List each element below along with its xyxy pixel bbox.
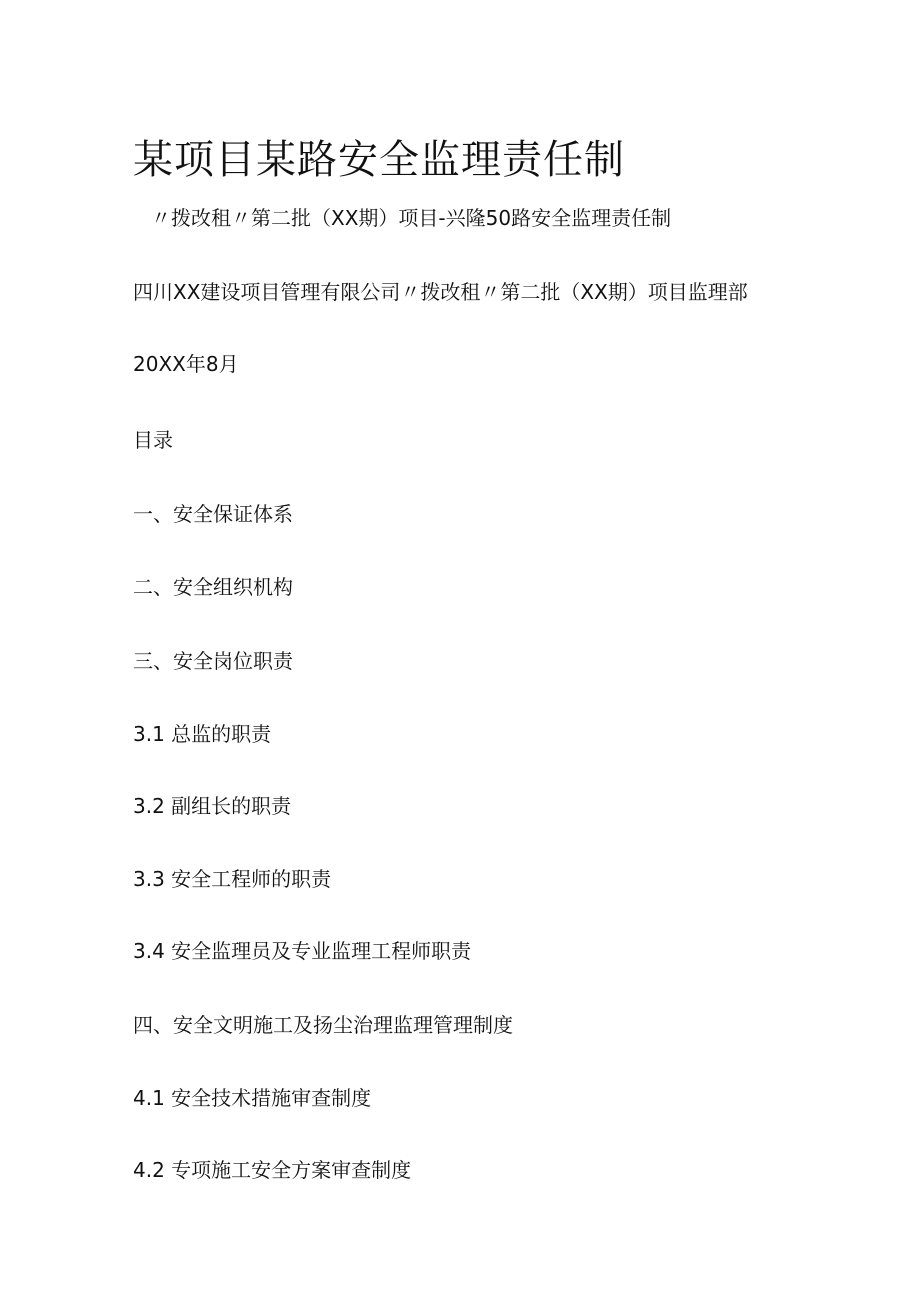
toc-item: 三、安全岗位职责 (133, 649, 293, 673)
toc-item: 3.1 总监的职责 (133, 722, 272, 746)
toc-item: 4.1 安全技术措施审查制度 (133, 1086, 372, 1110)
toc-item: 一、安全保证体系 (133, 502, 293, 526)
toc-item: 4.2 专项施工安全方案审查制度 (133, 1158, 412, 1182)
toc-item: 二、安全组织机构 (133, 575, 293, 599)
toc-heading: 目录 (133, 428, 173, 452)
document-title: 某项目某路安全监理责任制 (133, 137, 625, 183)
document-subtitle: 〃拨改租〃第二批（XX期）项目-兴隆50路安全监理责任制 (151, 206, 672, 230)
company-line: 四川XX建设项目管理有限公司〃拨改租〃第二批（XX期）项目监理部 (133, 280, 748, 304)
toc-item: 3.4 安全监理员及专业监理工程师职责 (133, 939, 472, 963)
toc-item: 3.2 副组长的职责 (133, 794, 292, 818)
document-date: 20XX年8月 (133, 352, 239, 376)
toc-item: 四、安全文明施工及扬尘治理监理管理制度 (133, 1013, 513, 1037)
toc-item: 3.3 安全工程师的职责 (133, 867, 332, 891)
